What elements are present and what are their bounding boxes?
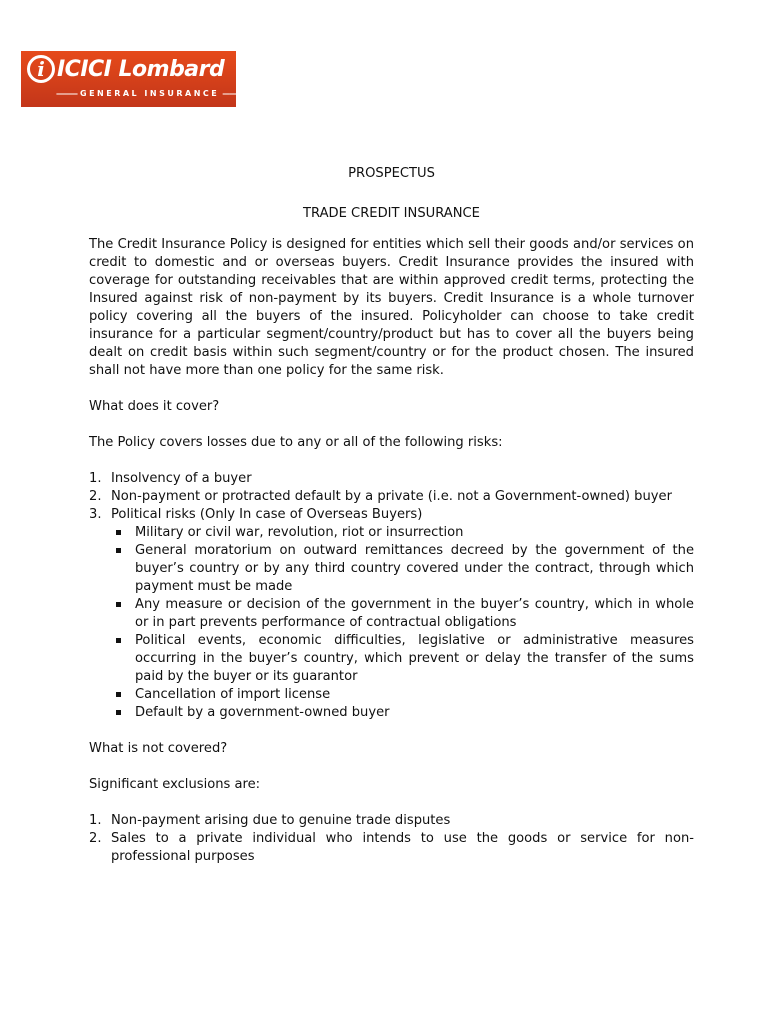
list-number: 3. [89,507,102,522]
cover-list [89,470,694,722]
political-risks-list [111,524,694,722]
list-text: Sales to a private individual who intends to use the goods or service for non-professional purposes [111,831,694,864]
list-item [89,488,694,506]
list-number: 1. [89,471,102,486]
intro-paragraph: The Credit Insurance Policy is designed for entities which sell their goods and/or services on credit to domestic and or overseas buyers. Credit Insurance provides the insured with coverage for outstanding receivables that are within approved credit terms, protecting the Insured against risk of non-payment by its buyers. Credit Insurance is a whole turnover policy covering all the buyers of the insured. Policyholder can choose to take credit insurance for a particular segment/country/product but has to cover all the buyers being dealt on credit basis within such segment/country or for the product chosen. The insured shall not have more than one policy for the same risk. [89,237,694,378]
bullet-item: Default by a government-owned buyer [111,704,694,722]
cover-heading: What does it cover? [89,399,220,414]
list-text: Non-payment or protracted default by a private (i.e. not a Government-owned) buyer [111,489,672,504]
list-text: Insolvency of a buyer [111,471,252,486]
logo-name: ICICI Lombard [57,57,225,82]
cover-intro: The Policy covers losses due to any or all of the following risks: [89,435,503,450]
list-item [89,506,694,722]
bullet-item: Political events, economic difficulties, legislative or administrative measures occurring in the buyer’s country, which prevent or delay the transfer of the sums paid by the buyer or its guarantor [111,632,694,686]
exclusion-heading: What is not covered? [89,741,228,756]
list-item [89,830,694,866]
logo-tagline: ——— GENERAL INSURANCE ——— [53,89,246,98]
document-subtitle: TRADE CREDIT INSURANCE [303,206,480,221]
list-number: 2. [89,831,102,846]
document-body [89,165,694,884]
list-item [89,470,694,488]
document-title: PROSPECTUS [348,166,435,181]
logo-mark-icon: i [27,55,55,83]
list-text: Non-payment arising due to genuine trade disputes [111,813,451,828]
bullet-item: Cancellation of import license [111,686,694,704]
bullet-item: General moratorium on outward remittances decreed by the government of the buyer’s country or by any third country covered under the contract, through which payment must be made [111,542,694,596]
icici-lombard-logo [21,51,236,107]
exclusion-list [89,812,694,866]
list-text: Political risks (Only In case of Overseas Buyers) [111,507,423,522]
bullet-item: Military or civil war, revolution, riot or insurrection [111,524,694,542]
list-number: 2. [89,489,102,504]
bullet-item: Any measure or decision of the government in the buyer’s country, which in whole or in part prevents performance of contractual obligations [111,596,694,632]
exclusion-intro: Significant exclusions are: [89,777,261,792]
list-item [89,812,694,830]
list-number: 1. [89,813,102,828]
